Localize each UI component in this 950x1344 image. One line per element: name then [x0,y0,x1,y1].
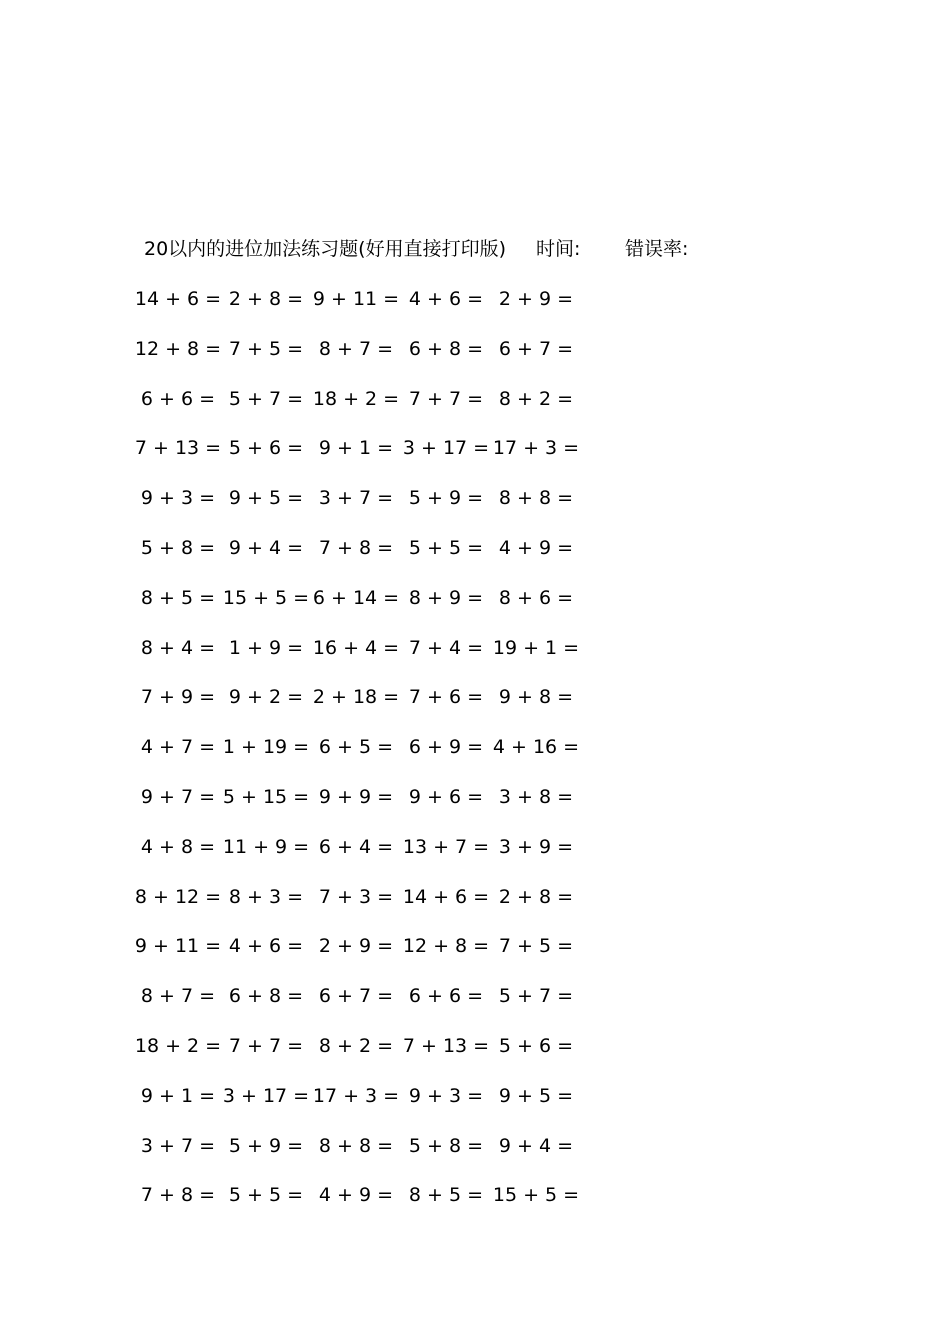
addition-problem: 9 + 11 = [312,288,400,310]
addition-problem: 9 + 3 = [408,1085,484,1107]
addition-problem: 4 + 6 = [408,288,484,310]
addition-problem: 5 + 7 = [228,388,304,410]
addition-problem: 3 + 8 = [498,786,574,808]
worksheet-title: 20以内的进位加法练习题(好用直接打印版) [144,238,507,260]
addition-problem: 5 + 5 = [228,1184,304,1206]
addition-problem: 4 + 6 = [228,935,304,957]
addition-problem: 8 + 3 = [228,886,304,908]
addition-problem: 7 + 13 = [402,1035,490,1057]
addition-problem: 9 + 1 = [140,1085,216,1107]
problem-row [0,931,950,961]
addition-problem: 4 + 8 = [140,836,216,858]
problem-row [0,1180,950,1210]
addition-problem: 5 + 8 = [140,537,216,559]
addition-problem: 17 + 3 = [492,437,580,459]
addition-problem: 6 + 8 = [408,338,484,360]
addition-problem: 12 + 8 = [402,935,490,957]
addition-problem: 6 + 6 = [408,985,484,1007]
addition-problem: 4 + 9 = [498,537,574,559]
addition-problem: 6 + 7 = [318,985,394,1007]
addition-problem: 9 + 3 = [140,487,216,509]
addition-problem: 3 + 17 = [222,1085,310,1107]
addition-problem: 5 + 6 = [228,437,304,459]
addition-problem: 9 + 4 = [498,1135,574,1157]
addition-problem: 16 + 4 = [312,637,400,659]
addition-problem: 5 + 15 = [222,786,310,808]
addition-problem: 4 + 16 = [492,736,580,758]
problem-row [0,483,950,513]
problem-row [0,882,950,912]
problem-row [0,384,950,414]
problem-row [0,732,950,762]
addition-problem: 4 + 9 = [318,1184,394,1206]
problem-row [0,782,950,812]
addition-problem: 7 + 9 = [140,686,216,708]
problem-row [0,1031,950,1061]
addition-problem: 12 + 8 = [134,338,222,360]
problem-row [0,682,950,712]
problem-row [0,284,950,314]
addition-problem: 7 + 6 = [408,686,484,708]
addition-problem: 19 + 1 = [492,637,580,659]
addition-problem: 9 + 7 = [140,786,216,808]
addition-problem: 7 + 13 = [134,437,222,459]
problem-row [0,1081,950,1111]
addition-problem: 1 + 19 = [222,736,310,758]
addition-problem: 8 + 2 = [318,1035,394,1057]
addition-problem: 6 + 9 = [408,736,484,758]
addition-problem: 4 + 7 = [140,736,216,758]
addition-problem: 8 + 12 = [134,886,222,908]
addition-problem: 14 + 6 = [134,288,222,310]
addition-problem: 7 + 5 = [498,935,574,957]
addition-problem: 8 + 7 = [318,338,394,360]
addition-problem: 17 + 3 = [312,1085,400,1107]
addition-problem: 2 + 9 = [498,288,574,310]
addition-problem: 5 + 9 = [408,487,484,509]
addition-problem: 8 + 8 = [318,1135,394,1157]
addition-problem: 8 + 8 = [498,487,574,509]
addition-problem: 18 + 2 = [134,1035,222,1057]
addition-problem: 5 + 6 = [498,1035,574,1057]
addition-problem: 9 + 1 = [318,437,394,459]
addition-problem: 6 + 8 = [228,985,304,1007]
addition-problem: 18 + 2 = [312,388,400,410]
addition-problem: 8 + 9 = [408,587,484,609]
addition-problem: 9 + 4 = [228,537,304,559]
addition-problem: 6 + 4 = [318,836,394,858]
addition-problem: 5 + 9 = [228,1135,304,1157]
addition-problem: 2 + 8 = [498,886,574,908]
addition-problem: 8 + 2 = [498,388,574,410]
worksheet-header [144,234,844,264]
addition-problem: 15 + 5 = [222,587,310,609]
addition-problem: 9 + 5 = [228,487,304,509]
addition-problem: 5 + 5 = [408,537,484,559]
problem-row [0,433,950,463]
addition-problem: 9 + 9 = [318,786,394,808]
addition-problem: 3 + 9 = [498,836,574,858]
addition-problem: 3 + 7 = [140,1135,216,1157]
addition-problem: 8 + 4 = [140,637,216,659]
addition-problem: 3 + 17 = [402,437,490,459]
problem-row [0,832,950,862]
addition-problem: 6 + 14 = [312,587,400,609]
time-label: 时间: [536,238,581,260]
addition-problem: 7 + 4 = [408,637,484,659]
addition-problem: 9 + 11 = [134,935,222,957]
addition-problem: 8 + 5 = [408,1184,484,1206]
error-rate-label: 错误率: [625,238,689,260]
addition-problem: 7 + 7 = [408,388,484,410]
addition-problem: 3 + 7 = [318,487,394,509]
addition-problem: 8 + 6 = [498,587,574,609]
addition-problem: 1 + 9 = [228,637,304,659]
addition-problem: 7 + 5 = [228,338,304,360]
addition-problem: 9 + 2 = [228,686,304,708]
addition-problem: 9 + 6 = [408,786,484,808]
addition-problem: 5 + 8 = [408,1135,484,1157]
addition-problem: 6 + 5 = [318,736,394,758]
addition-problem: 8 + 7 = [140,985,216,1007]
addition-problem: 9 + 8 = [498,686,574,708]
problem-row [0,334,950,364]
addition-problem: 6 + 7 = [498,338,574,360]
addition-problem: 11 + 9 = [222,836,310,858]
addition-problem: 2 + 8 = [228,288,304,310]
addition-problem: 7 + 7 = [228,1035,304,1057]
addition-problem: 7 + 8 = [140,1184,216,1206]
problem-row [0,583,950,613]
problem-row [0,981,950,1011]
addition-problem: 13 + 7 = [402,836,490,858]
addition-problem: 14 + 6 = [402,886,490,908]
problem-row [0,1131,950,1161]
addition-problem: 9 + 5 = [498,1085,574,1107]
addition-problem: 7 + 3 = [318,886,394,908]
addition-problem: 2 + 18 = [312,686,400,708]
addition-problem: 8 + 5 = [140,587,216,609]
addition-problem: 2 + 9 = [318,935,394,957]
addition-problem: 5 + 7 = [498,985,574,1007]
problem-row [0,533,950,563]
addition-problem: 6 + 6 = [140,388,216,410]
problem-row [0,633,950,663]
addition-problem: 15 + 5 = [492,1184,580,1206]
addition-problem: 7 + 8 = [318,537,394,559]
